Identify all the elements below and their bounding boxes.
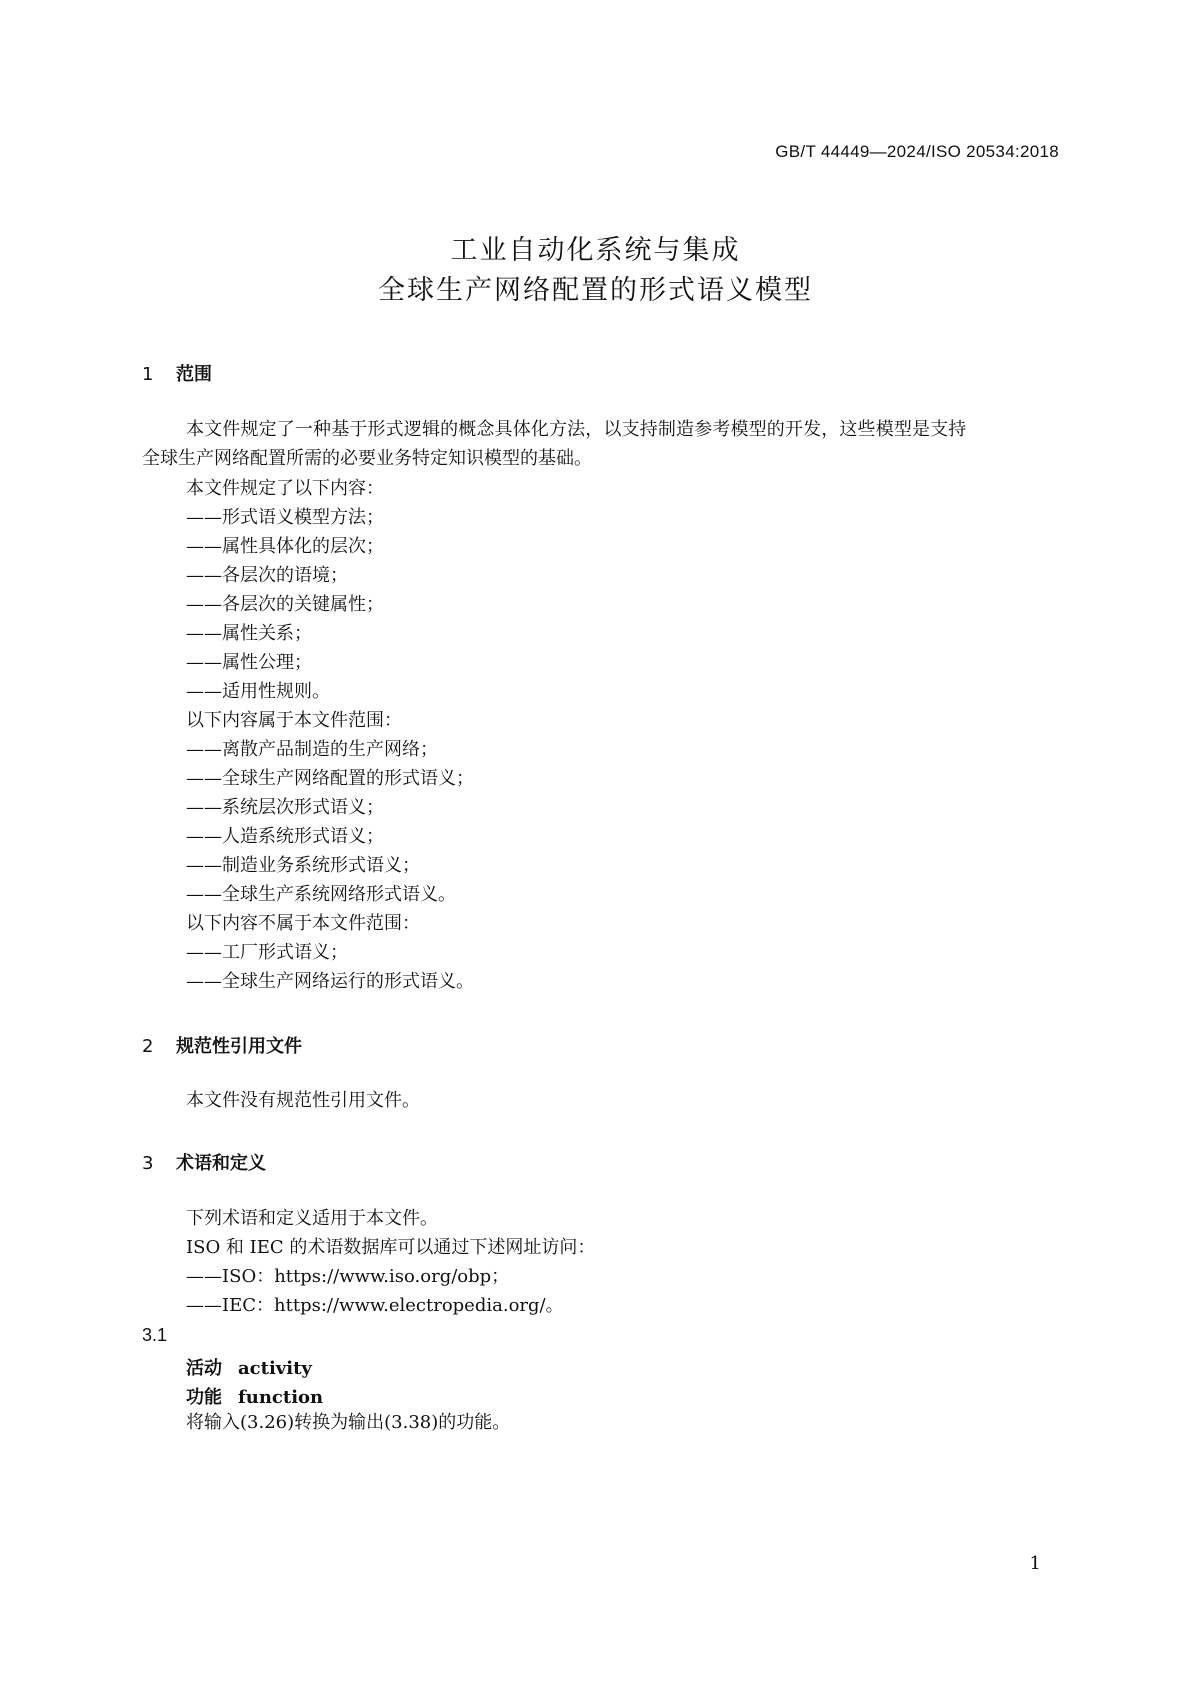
section-3-heading <box>142 1149 266 1175</box>
title-line-2: 全球生产网络配置的形式语义模型 <box>378 275 813 306</box>
scope-list-2-item: ——制造业务系统形式语义； <box>186 855 420 876</box>
scope-intro-3: 以下内容不属于本文件范围： <box>186 913 420 934</box>
scope-list-1-item: ——适用性规则。 <box>186 681 330 702</box>
standard-number-text: GB/T 44449—2024/ISO 20534:2018 <box>775 142 1059 161</box>
scope-list-2-item: ——全球生产网络配置的形式语义； <box>186 768 474 789</box>
scope-list-1-item: ——各层次的语境； <box>186 565 348 586</box>
scope-intro-2: 以下内容属于本文件范围： <box>186 710 402 731</box>
page-number: 1 <box>1029 1553 1041 1574</box>
scope-list-2-item: ——全球生产系统网络形式语义。 <box>186 884 456 905</box>
section-2-heading <box>142 1032 302 1058</box>
term-preferred <box>186 1354 312 1380</box>
terms-database-line: ISO 和 IEC 的术语数据库可以通过下述网址访问： <box>186 1237 596 1258</box>
section-3-title: 术语和定义 <box>176 1153 266 1174</box>
scope-list-1-item: ——各层次的关键属性； <box>186 594 384 615</box>
title-line-1: 工业自动化系统与集成 <box>450 235 741 266</box>
term-number: 3.1 <box>142 1325 168 1345</box>
iso-link-line: ——ISO：https://www.iso.org/obp； <box>186 1266 510 1287</box>
term-admitted-zh: 功能 <box>186 1387 222 1408</box>
section-1-heading <box>142 360 212 386</box>
iec-link-line: ——IEC：https://www.electropedia.org/。 <box>186 1295 564 1316</box>
scope-list-1-item: ——属性关系； <box>186 623 312 644</box>
term-preferred-en: activity <box>238 1358 312 1379</box>
section-1-title: 范围 <box>176 364 212 385</box>
scope-list-2-item: ——人造系统形式语义； <box>186 826 384 847</box>
scope-list-1-item: ——属性公理； <box>186 652 312 673</box>
term-preferred-zh: 活动 <box>186 1358 222 1379</box>
term-admitted <box>186 1383 323 1409</box>
term-admitted-en: function <box>238 1387 324 1408</box>
scope-list-1-item: ——属性具体化的层次； <box>186 536 384 557</box>
section-2-number: 2 <box>142 1036 154 1057</box>
section-1-number: 1 <box>142 364 154 385</box>
scope-list-3-item: ——全球生产网络运行的形式语义。 <box>186 971 474 992</box>
scope-list-2-item: ——离散产品制造的生产网络； <box>186 739 438 760</box>
section-2-title: 规范性引用文件 <box>176 1036 302 1057</box>
scope-paragraph-line-1: 本文件规定了一种基于形式逻辑的概念具体化方法，以支持制造参考模型的开发，这些模型是支持 <box>186 419 967 440</box>
normative-references-text: 本文件没有规范性引用文件。 <box>186 1090 420 1111</box>
scope-list-2-item: ——系统层次形式语义； <box>186 797 384 818</box>
scope-intro-1: 本文件规定了以下内容： <box>186 478 384 499</box>
scope-list-3-item: ——工厂形式语义； <box>186 942 348 963</box>
standard-number <box>775 142 1059 162</box>
scope-paragraph-line-2: 全球生产网络配置所需的必要业务特定知识模型的基础。 <box>142 448 592 469</box>
scope-list-1-item: ——形式语义模型方法； <box>186 507 384 528</box>
term-definition: 将输入(3.26)转换为输出(3.38)的功能。 <box>186 1412 511 1433</box>
section-3-number: 3 <box>142 1153 154 1174</box>
terms-intro-line: 下列术语和定义适用于本文件。 <box>186 1208 438 1229</box>
